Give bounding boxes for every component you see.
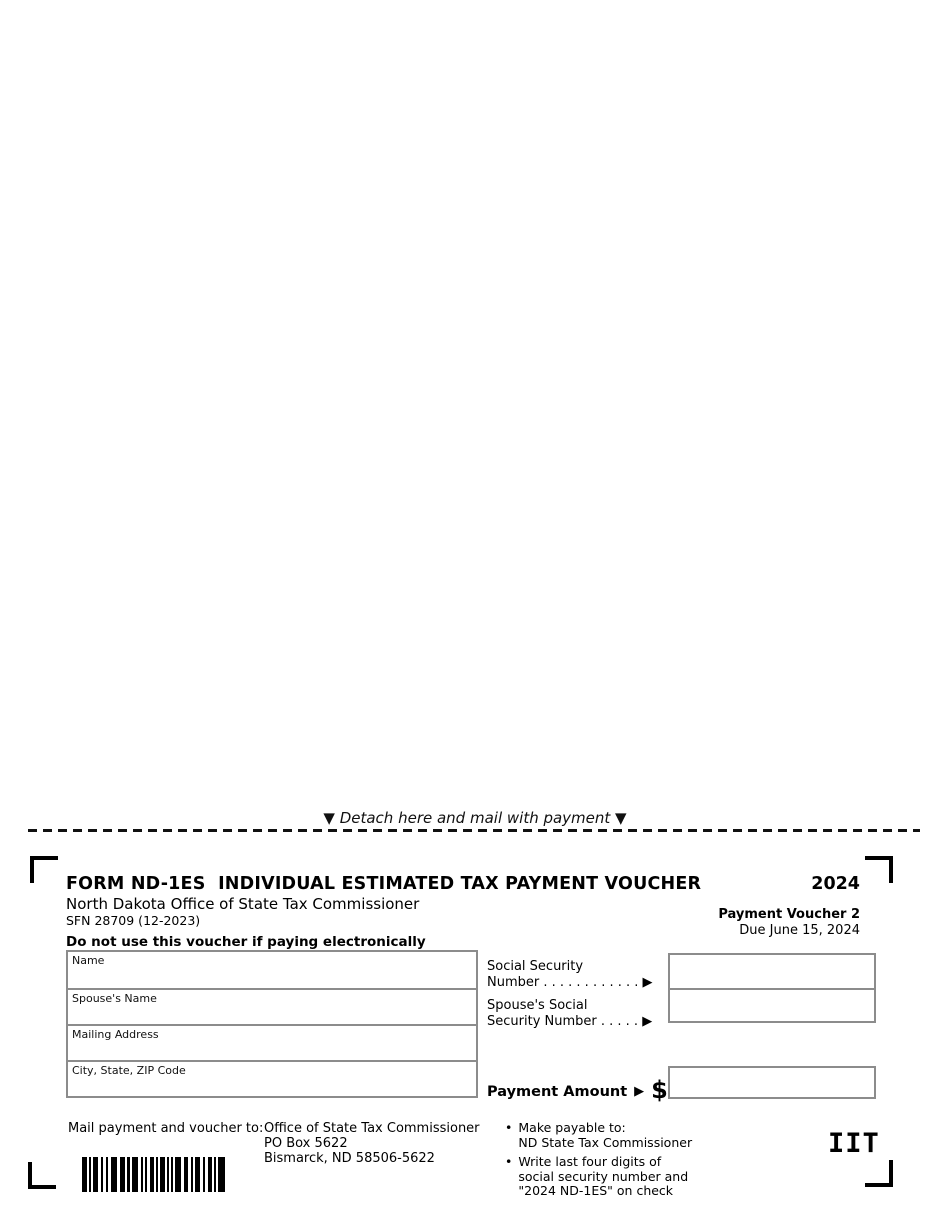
corner-mark-bottom-left [28, 1162, 56, 1189]
city-state-zip-field[interactable] [68, 1060, 476, 1096]
form-title: FORM ND-1ES INDIVIDUAL ESTIMATED TAX PAYMENT VOUCHER [66, 874, 702, 894]
mail-address-line1: Office of State Tax Commissioner [264, 1121, 480, 1136]
payment-amount-arrow-icon: ▶ [634, 1084, 645, 1100]
instruction-make-payable-text [518, 1121, 692, 1150]
dollar-sign: $ [651, 1075, 668, 1104]
spouse-ssn-label-line2: Security Number . . . . . ▶ [487, 1014, 653, 1029]
detach-dashed-line [28, 829, 920, 832]
payment-amount-label: Payment Amount [487, 1083, 628, 1100]
detach-instruction: ▼ Detach here and mail with payment ▼ [323, 809, 627, 827]
spouse-ssn-label-line1: Spouse's Social [487, 998, 588, 1013]
mail-to-label: Mail payment and voucher to: [68, 1121, 264, 1136]
electronic-payment-warning: Do not use this voucher if paying electronically [66, 934, 426, 950]
spouse-ssn-field[interactable] [670, 988, 874, 1021]
name-field[interactable] [68, 952, 476, 988]
spouse-name-field-label: Spouse's Name [72, 992, 157, 1005]
barcode [82, 1157, 225, 1192]
payment-amount-row [487, 1066, 668, 1104]
instruction-write-ssn-text [518, 1155, 688, 1199]
write-ssn-line1: Write last four digits of [518, 1154, 662, 1170]
mail-address-line2: PO Box 5622 [264, 1136, 348, 1151]
mail-to-address [264, 1121, 480, 1166]
sfn-number: SFN 28709 (12-2023) [66, 913, 201, 928]
bullet-icon: • [505, 1120, 513, 1135]
ssn-field[interactable] [670, 955, 874, 988]
mail-address-line3: Bismarck, ND 58506-5622 [264, 1151, 435, 1166]
instruction-make-payable [505, 1121, 735, 1150]
agency-name: North Dakota Office of State Tax Commissioner [66, 895, 420, 913]
ssn-label-line2: Number . . . . . . . . . . . . ▶ [487, 975, 653, 990]
make-payable-line1: Make payable to: [518, 1120, 626, 1135]
payment-voucher-number: Payment Voucher 2 [718, 907, 860, 922]
form-year: 2024 [811, 874, 860, 894]
corner-mark-bottom-right [865, 1160, 893, 1187]
mailing-address-field[interactable] [68, 1024, 476, 1060]
corner-mark-top-left [30, 856, 58, 883]
bullet-icon: • [505, 1154, 513, 1170]
write-ssn-line2: social security number and [518, 1168, 689, 1184]
form-code-iit: IIT [828, 1128, 880, 1159]
due-date: Due June 15, 2024 [739, 923, 860, 938]
payment-amount-field[interactable] [668, 1066, 876, 1099]
ssn-label-line1: Social Security [487, 959, 584, 974]
spouse-name-field[interactable] [68, 988, 476, 1024]
instruction-write-ssn [505, 1155, 735, 1199]
name-field-label: Name [72, 954, 105, 967]
make-payable-line2: ND State Tax Commissioner [518, 1134, 693, 1150]
mailing-address-field-label: Mailing Address [72, 1028, 159, 1041]
ssn-boxes [668, 953, 876, 1023]
corner-mark-top-right [865, 856, 893, 883]
city-state-zip-field-label: City, State, ZIP Code [72, 1064, 186, 1077]
taxpayer-info-fields [66, 950, 478, 1098]
write-ssn-line3: "2024 ND-1ES" on check [518, 1183, 674, 1199]
check-instructions [505, 1121, 735, 1199]
